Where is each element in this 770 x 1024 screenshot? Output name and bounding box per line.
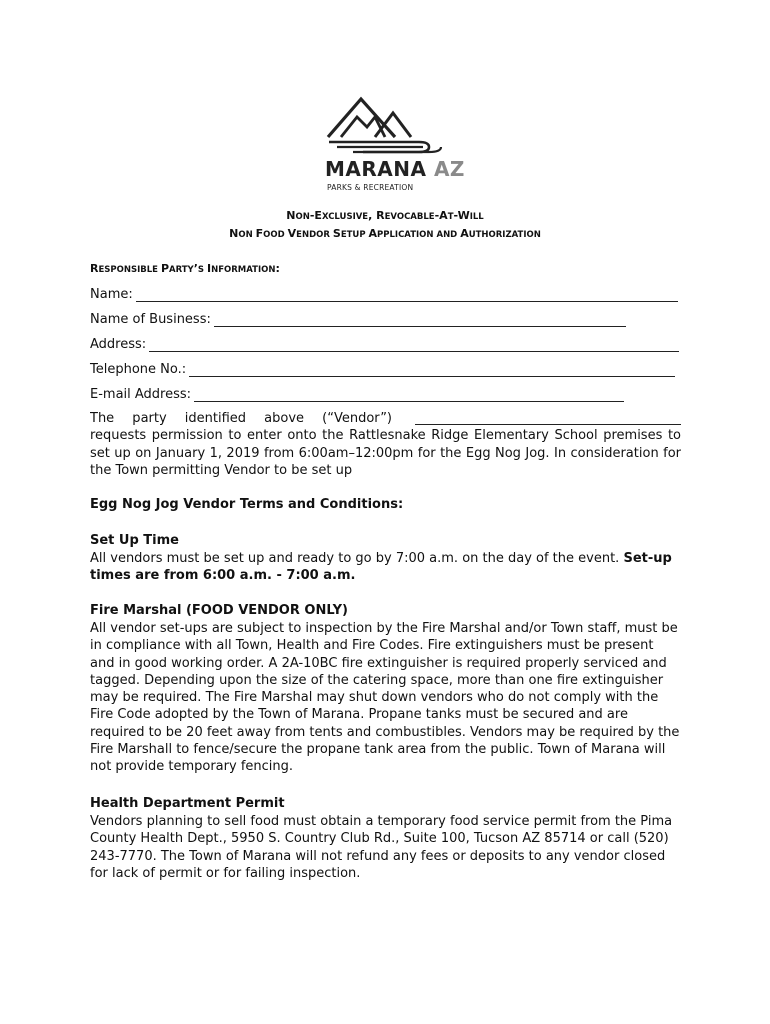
setup-text: All vendors must be set up and ready to go by 7:00 a.m. on the day of the event. bbox=[90, 551, 620, 566]
terms-heading: Egg Nog Jog Vendor Terms and Conditions: bbox=[90, 497, 404, 512]
email-input-line[interactable] bbox=[194, 387, 624, 402]
fire-marshal-paragraph: All vendor set-ups are subject to inspection by the Fire Marshal and/or Town staff, must be in compliance with all Town, Health and Fire Codes. Fire extinguishers must be present and in good working order. A 2A-10BC fire extinguisher is required properly serviced and tagged. Depending upon the size of the catering space, more than one fire extinguisher may be required. The Fire Marshal may shut down vendors who do not comply with the Fire Code adopted by the Town of Marana. Propane tanks must be secured and are required to be 20 feet away from tents and combustibles. Vendors may be required by the Fire Marshall to fence/secure the propane tank area from the public. Town of Marana will not provide temporary fencing. bbox=[90, 621, 680, 775]
email-label: E-mail Address: bbox=[90, 387, 192, 402]
address-field-row bbox=[90, 334, 679, 352]
setup-bold-text: Set-up times are from 6:00 a.m. - 7:00 a.m. bbox=[90, 551, 672, 584]
logo-az: AZ bbox=[433, 157, 465, 181]
marana-logo bbox=[318, 95, 465, 195]
telephone-field-row bbox=[90, 359, 675, 377]
name-field-row bbox=[90, 284, 678, 302]
name-label: Name: bbox=[90, 287, 133, 302]
business-label: Name of Business: bbox=[90, 312, 211, 327]
telephone-input-line[interactable] bbox=[189, 362, 675, 377]
address-input-line[interactable] bbox=[149, 337, 679, 352]
responsible-party-heading: RESPONSIBLE PARTY’S INFORMATION: bbox=[90, 262, 280, 275]
document-title-line1: NON-EXCLUSIVE, REVOCABLE-AT-WILL bbox=[286, 209, 484, 222]
setup-heading: Set Up Time bbox=[90, 533, 179, 548]
health-paragraph: Vendors planning to sell food must obtain a temporary food service permit from the Pima County Health Dept., 5950 S. Country Club Rd., Suite 100, Tucson AZ 85714 or call (520) 243-7770. The Town of Marana will not refund any fees or deposits to any vendor closed for lack of permit or for failing inspection. bbox=[90, 814, 673, 881]
email-field-row bbox=[90, 384, 624, 402]
fire-marshal-heading: Fire Marshal (FOOD VENDOR ONLY) bbox=[90, 603, 348, 618]
intro-text: requests permission to enter onto the Rattlesnake Ridge Elementary School premises to set up on January 1, 2019 from 6:00am–12:00pm for the Egg Nog Jog. In consideration for the Town permitting Vendor to be set up bbox=[90, 428, 681, 478]
mountains-logo-icon bbox=[323, 95, 448, 157]
business-input-line[interactable] bbox=[214, 312, 626, 327]
intro-lead: The party identified above (“Vendor”) bbox=[90, 411, 393, 426]
business-field-row bbox=[90, 309, 626, 327]
logo-name: MARANA bbox=[325, 157, 427, 181]
document-title-line2: NON FOOD VENDOR SETUP APPLICATION AND AUTHORIZATION bbox=[229, 227, 541, 240]
logo-wordmark bbox=[325, 157, 465, 181]
address-label: Address: bbox=[90, 337, 147, 352]
telephone-label: Telephone No.: bbox=[90, 362, 187, 377]
setup-paragraph bbox=[90, 550, 681, 585]
logo-subtitle: PARKS & RECREATION bbox=[327, 183, 414, 192]
vendor-input-line[interactable] bbox=[415, 412, 681, 425]
health-heading: Health Department Permit bbox=[90, 796, 285, 811]
intro-paragraph bbox=[90, 410, 681, 479]
name-input-line[interactable] bbox=[136, 287, 678, 302]
